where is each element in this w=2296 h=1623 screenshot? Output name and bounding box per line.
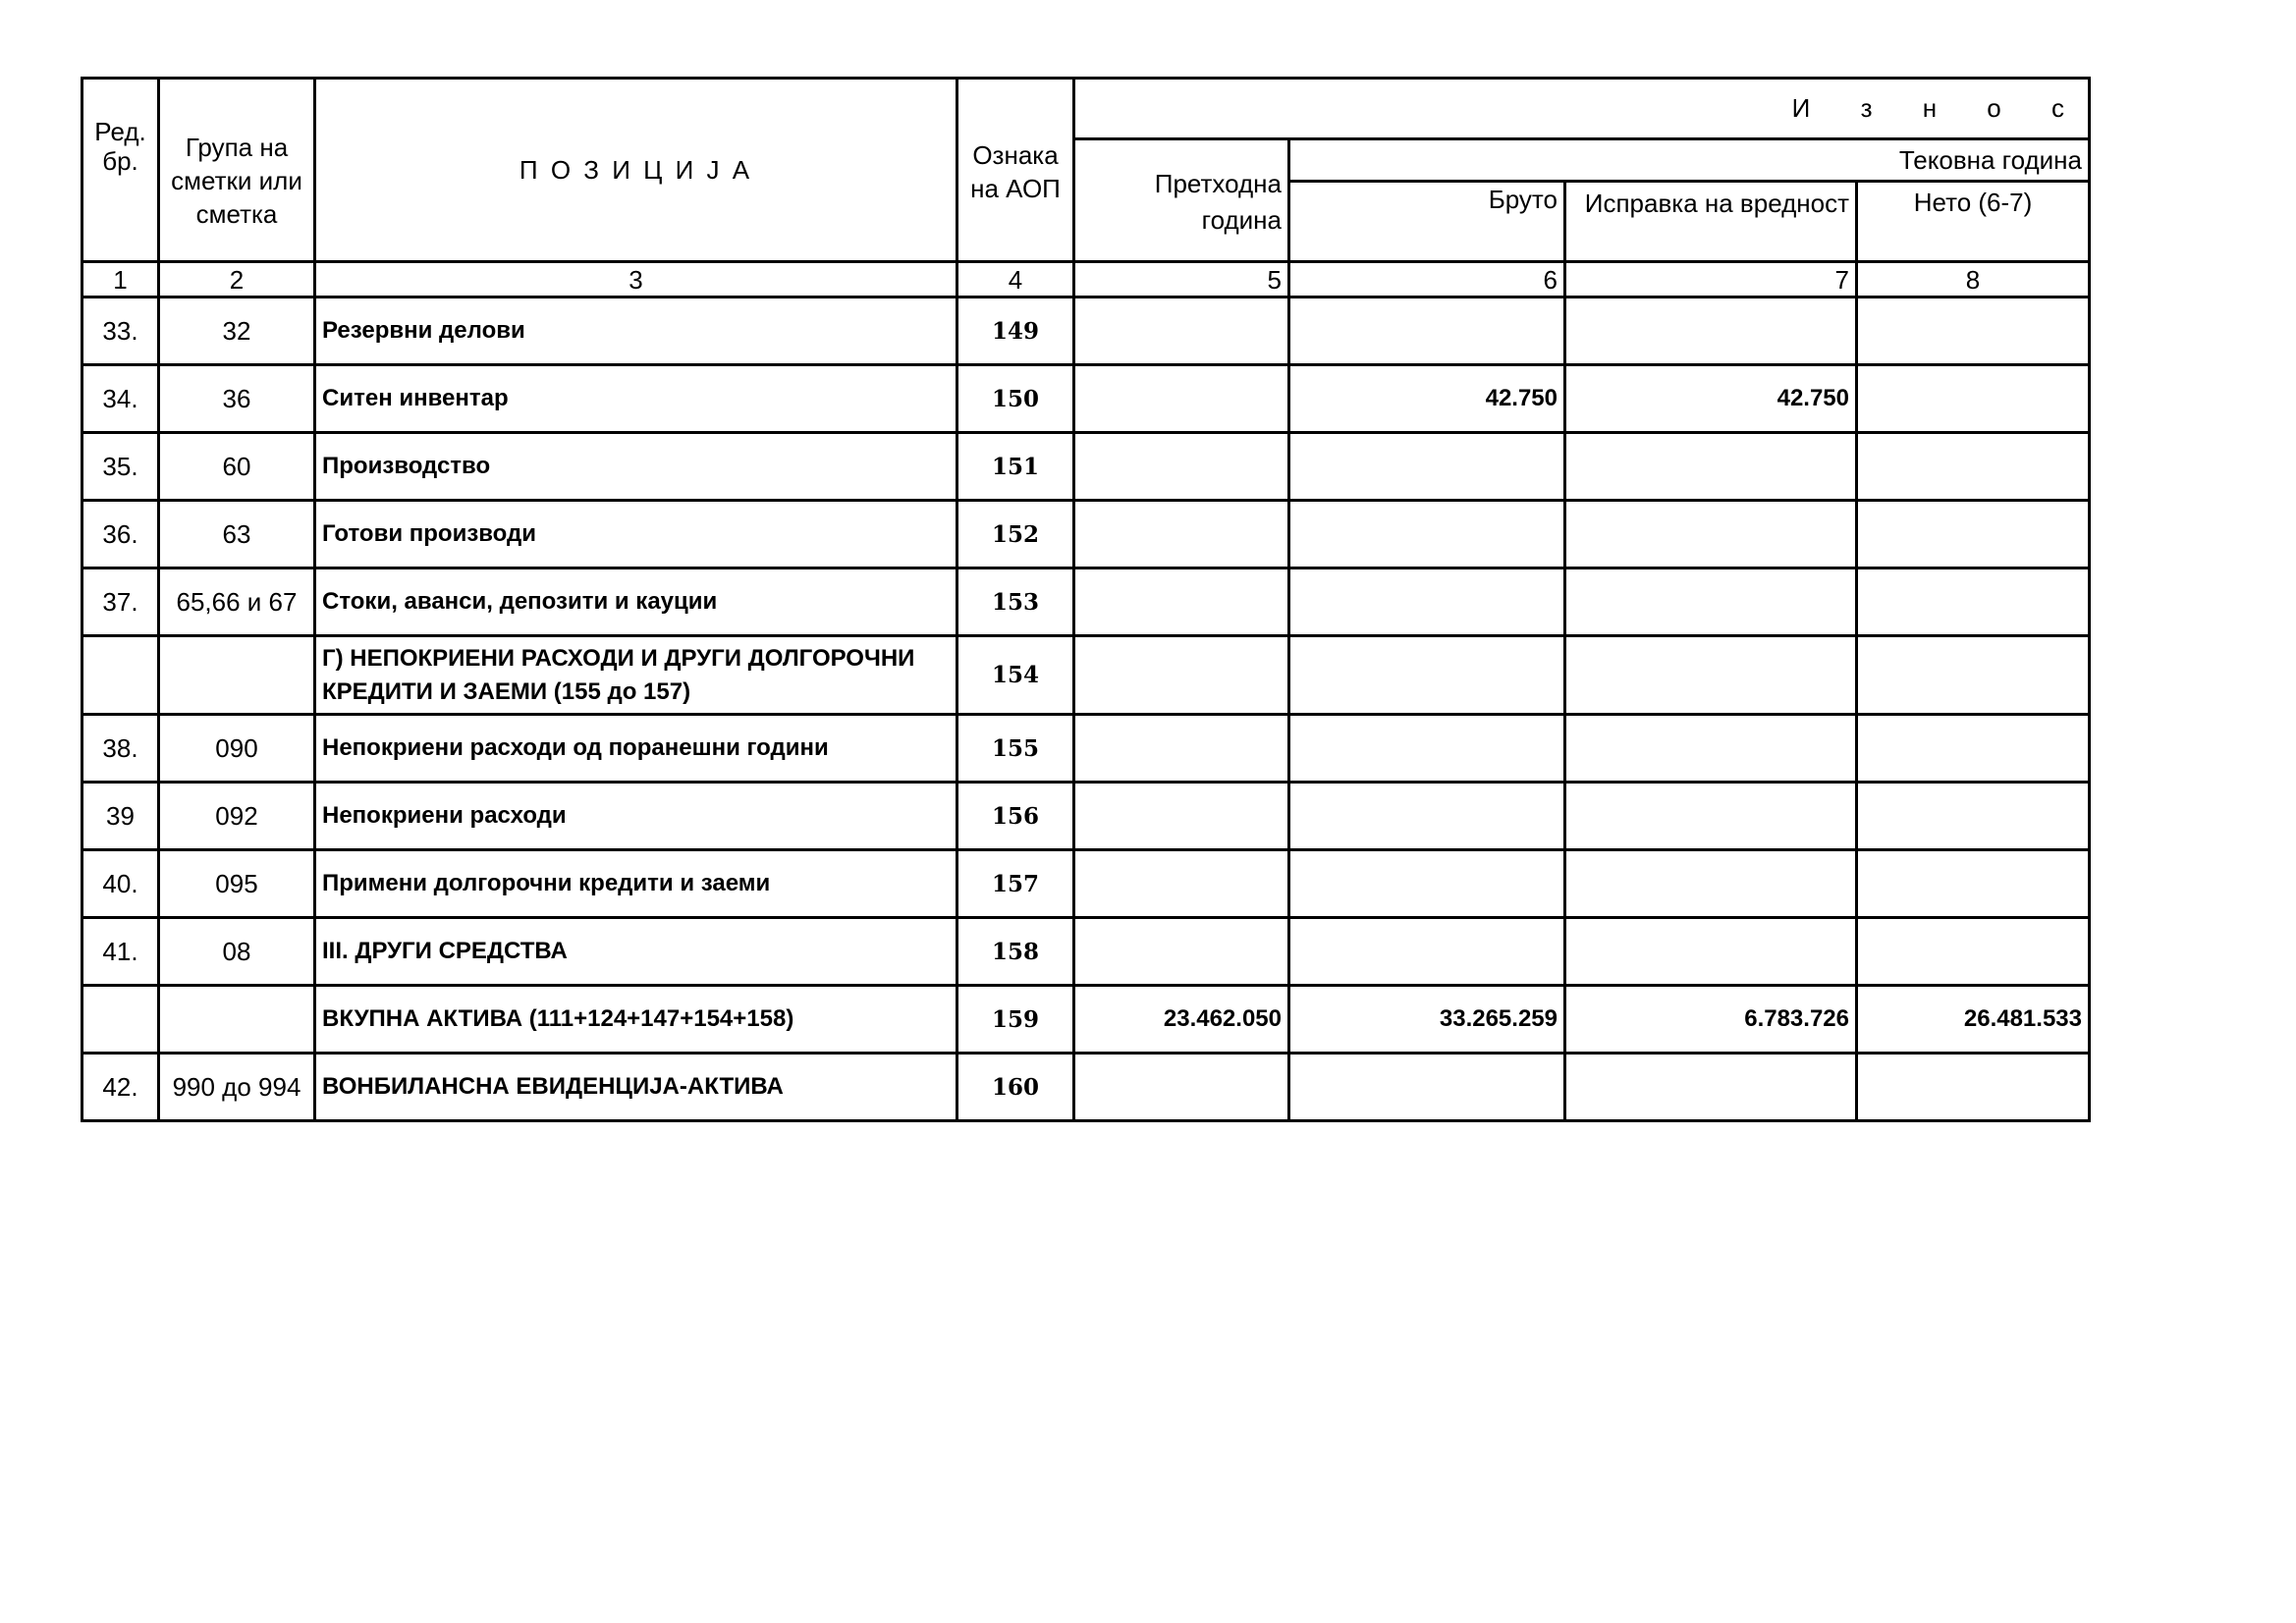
table-row [82, 298, 2090, 365]
column-number: 4 [957, 262, 1074, 298]
row-number: 33. [82, 298, 159, 365]
row-previous-year [1074, 850, 1289, 918]
row-gross [1289, 715, 1565, 783]
row-net [1857, 365, 2090, 433]
row-aop-code: 152 [957, 501, 1074, 568]
row-value-adjustment [1565, 783, 1857, 850]
row-number: 35. [82, 433, 159, 501]
row-previous-year [1074, 501, 1289, 568]
row-value-adjustment: 42.750 [1565, 365, 1857, 433]
row-value-adjustment [1565, 636, 1857, 715]
row-aop-code: 153 [957, 568, 1074, 636]
row-aop-code: 151 [957, 433, 1074, 501]
row-value-adjustment [1565, 850, 1857, 918]
row-position-label: Готови производи [315, 501, 957, 568]
row-net [1857, 501, 2090, 568]
column-number: 8 [1857, 262, 2090, 298]
table-row [82, 850, 2090, 918]
row-position-label: Ситен инвентар [315, 365, 957, 433]
row-aop-code: 158 [957, 918, 1074, 986]
row-number: 38. [82, 715, 159, 783]
row-number: 34. [82, 365, 159, 433]
row-gross [1289, 298, 1565, 365]
table-row [82, 1054, 2090, 1121]
row-number: 37. [82, 568, 159, 636]
row-previous-year [1074, 783, 1289, 850]
column-number: 3 [315, 262, 957, 298]
row-position-label: Резервни делови [315, 298, 957, 365]
row-net [1857, 850, 2090, 918]
row-aop-code: 157 [957, 850, 1074, 918]
row-number: 41. [82, 918, 159, 986]
header-neto: Нето (6-7) [1857, 182, 2090, 262]
row-account-group [159, 986, 315, 1054]
header-red-br: Ред. бр. [82, 79, 159, 262]
row-position-label: Примени долгорочни кредити и заеми [315, 850, 957, 918]
header-ispravka: Исправка на вредност [1565, 182, 1857, 262]
row-previous-year [1074, 568, 1289, 636]
row-position-label: Непокриени расходи [315, 783, 957, 850]
table-row [82, 501, 2090, 568]
row-number [82, 986, 159, 1054]
row-net [1857, 783, 2090, 850]
row-gross: 42.750 [1289, 365, 1565, 433]
row-account-group: 63 [159, 501, 315, 568]
row-position-label: Г) НЕПОКРИЕНИ РАСХОДИ И ДРУГИ ДОЛГОРОЧНИ КРЕДИТИ И ЗАЕМИ (155 до 157) [315, 636, 957, 715]
row-account-group: 32 [159, 298, 315, 365]
row-aop-code: 155 [957, 715, 1074, 783]
row-net [1857, 1054, 2090, 1121]
row-previous-year [1074, 1054, 1289, 1121]
row-position-label: Стоки, аванси, депозити и кауции [315, 568, 957, 636]
row-account-group: 095 [159, 850, 315, 918]
row-net [1857, 918, 2090, 986]
row-previous-year [1074, 365, 1289, 433]
row-position-label: ВОНБИЛАНСНА ЕВИДЕНЦИЈА-АКТИВА [315, 1054, 957, 1121]
row-gross [1289, 636, 1565, 715]
header-tekovna-godina: Тековна година [1289, 139, 2090, 182]
row-gross [1289, 568, 1565, 636]
row-net: 26.481.533 [1857, 986, 2090, 1054]
row-previous-year [1074, 918, 1289, 986]
row-account-group: 090 [159, 715, 315, 783]
row-previous-year [1074, 715, 1289, 783]
header-row-1 [82, 79, 2090, 139]
row-net [1857, 568, 2090, 636]
row-previous-year [1074, 636, 1289, 715]
row-net [1857, 433, 2090, 501]
row-aop-code: 160 [957, 1054, 1074, 1121]
row-value-adjustment [1565, 501, 1857, 568]
row-value-adjustment [1565, 715, 1857, 783]
row-account-group: 990 до 994 [159, 1054, 315, 1121]
row-net [1857, 715, 2090, 783]
row-aop-code: 159 [957, 986, 1074, 1054]
table-row [82, 365, 2090, 433]
row-net [1857, 636, 2090, 715]
table-row [82, 986, 2090, 1054]
row-value-adjustment [1565, 918, 1857, 986]
row-aop-code: 156 [957, 783, 1074, 850]
row-number [82, 636, 159, 715]
row-number: 36. [82, 501, 159, 568]
row-number: 39 [82, 783, 159, 850]
row-value-adjustment [1565, 433, 1857, 501]
column-number: 5 [1074, 262, 1289, 298]
row-position-label: Производство [315, 433, 957, 501]
header-pozicija: П О З И Ц И Ј А [315, 79, 957, 262]
row-position-label: ВКУПНА АКТИВА (111+124+147+154+158) [315, 986, 957, 1054]
row-account-group: 60 [159, 433, 315, 501]
row-aop-code: 150 [957, 365, 1074, 433]
row-previous-year [1074, 433, 1289, 501]
column-number: 6 [1289, 262, 1565, 298]
header-iznos: И з н о с [1074, 79, 2090, 139]
row-account-group [159, 636, 315, 715]
row-position-label: Непокриени расходи од поранешни години [315, 715, 957, 783]
row-gross [1289, 783, 1565, 850]
row-number: 42. [82, 1054, 159, 1121]
table-row [82, 783, 2090, 850]
row-net [1857, 298, 2090, 365]
column-number: 7 [1565, 262, 1857, 298]
table-row [82, 636, 2090, 715]
table-row [82, 715, 2090, 783]
row-account-group: 08 [159, 918, 315, 986]
row-account-group: 65,66 и 67 [159, 568, 315, 636]
table-row [82, 918, 2090, 986]
row-gross [1289, 918, 1565, 986]
row-gross [1289, 501, 1565, 568]
table-row [82, 568, 2090, 636]
row-gross: 33.265.259 [1289, 986, 1565, 1054]
row-position-label: III. ДРУГИ СРЕДСТВА [315, 918, 957, 986]
row-value-adjustment [1565, 298, 1857, 365]
header-prethodna-godina: Претходна година [1074, 139, 1289, 262]
row-previous-year [1074, 298, 1289, 365]
header-grupa: Група на сметки или сметка [159, 79, 315, 262]
column-number: 2 [159, 262, 315, 298]
balance-sheet-table [81, 77, 2091, 1122]
row-account-group: 36 [159, 365, 315, 433]
header-bruto: Бруто [1289, 182, 1565, 262]
row-gross [1289, 850, 1565, 918]
header-oznaka-aop: Ознака на АОП [957, 79, 1074, 262]
row-value-adjustment: 6.783.726 [1565, 986, 1857, 1054]
row-value-adjustment [1565, 568, 1857, 636]
column-number-row [82, 262, 2090, 298]
row-aop-code: 154 [957, 636, 1074, 715]
row-previous-year: 23.462.050 [1074, 986, 1289, 1054]
row-number: 40. [82, 850, 159, 918]
row-value-adjustment [1565, 1054, 1857, 1121]
column-number: 1 [82, 262, 159, 298]
row-account-group: 092 [159, 783, 315, 850]
table-row [82, 433, 2090, 501]
row-gross [1289, 433, 1565, 501]
row-aop-code: 149 [957, 298, 1074, 365]
row-gross [1289, 1054, 1565, 1121]
